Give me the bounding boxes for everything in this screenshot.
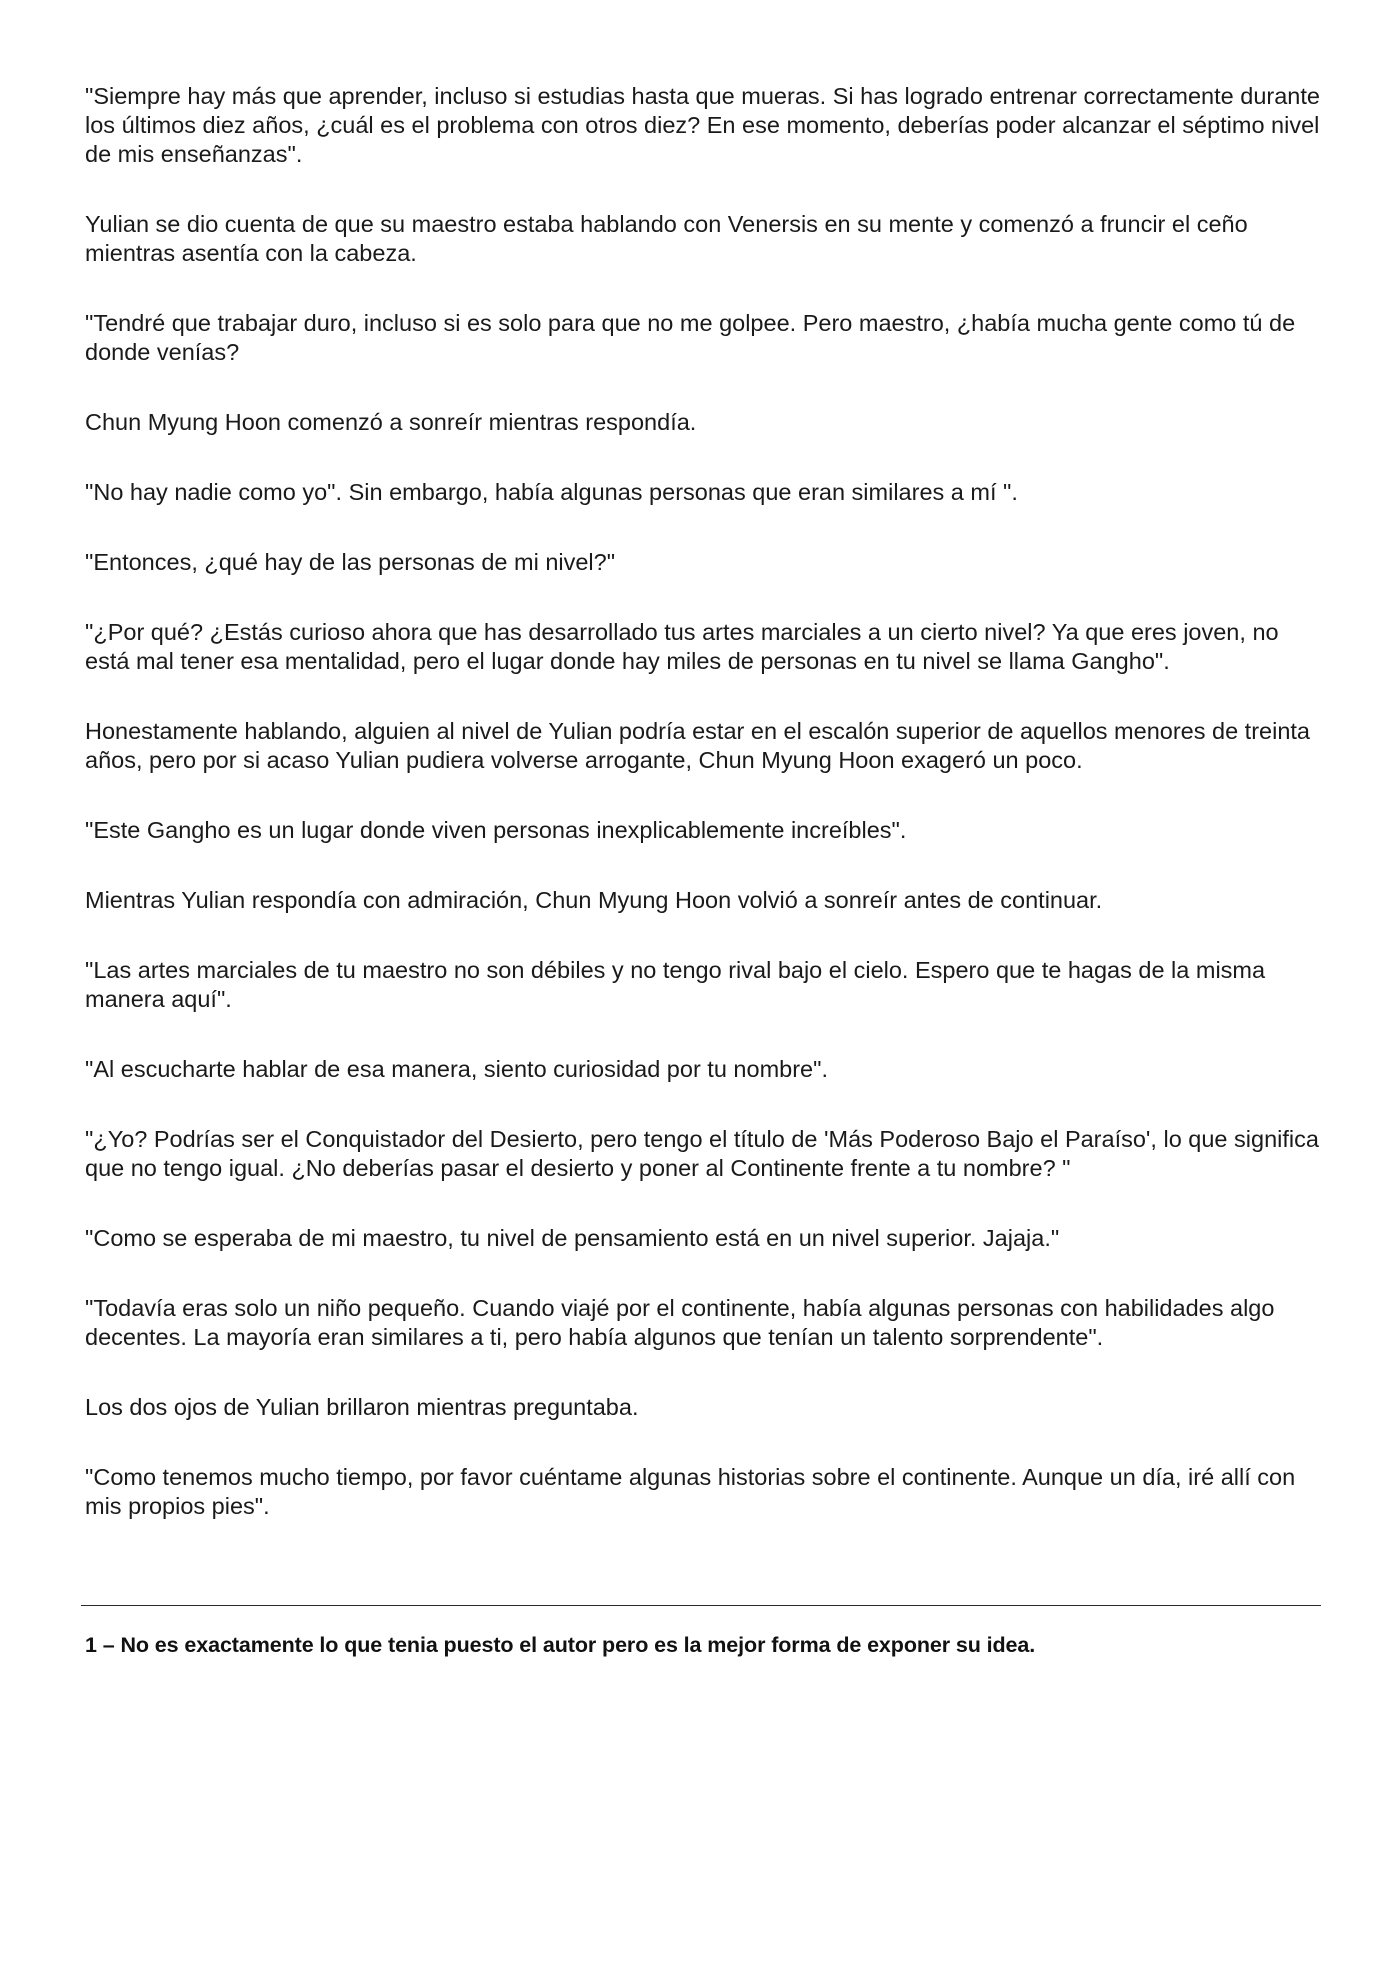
paragraph: "Al escucharte hablar de esa manera, siento curiosidad por tu nombre". xyxy=(85,1056,828,1082)
paragraph: "Las artes marciales de tu maestro no son débiles y no tengo rival bajo el cielo. Espero que te hagas de la misma manera aquí". xyxy=(85,957,1266,1012)
paragraph: Honestamente hablando, alguien al nivel de Yulian podría estar en el escalón superior de aquellos menores de treinta años, pero por si acaso Yulian pudiera volverse arrogante, Chun Myung Hoon exageró un poco. xyxy=(85,718,1310,773)
paragraph: "Este Gangho es un lugar donde viven personas inexplicablemente increíbles". xyxy=(85,817,907,843)
paragraph: Yulian se dio cuenta de que su maestro estaba hablando con Venersis en su mente y comenzó a fruncir el ceño mientras asentía con la cabeza. xyxy=(85,211,1248,266)
paragraph: Los dos ojos de Yulian brillaron mientras preguntaba. xyxy=(85,1394,639,1420)
paragraph: "¿Por qué? ¿Estás curioso ahora que has desarrollado tus artes marciales a un cierto nivel? Ya que eres joven, no está mal tener esa mentalidad, pero el lugar donde hay miles de personas en tu nivel se llama Gangho". xyxy=(85,619,1279,674)
paragraph: "Todavía eras solo un niño pequeño. Cuando viajé por el continente, había algunas personas con habilidades algo decentes. La mayoría eran similares a ti, pero había algunos que tenían un talento sorprendente". xyxy=(85,1295,1275,1350)
paragraph: "Tendré que trabajar duro, incluso si es solo para que no me golpee. Pero maestro, ¿había mucha gente como tú de donde venías? xyxy=(85,310,1296,365)
paragraph: "Como se esperaba de mi maestro, tu nivel de pensamiento está en un nivel superior. Jajaja." xyxy=(85,1225,1060,1251)
paragraph: "Siempre hay más que aprender, incluso si estudias hasta que mueras. Si has logrado entrenar correctamente durante los últimos diez años, ¿cuál es el problema con otros diez? En ese momento, deberías poder alcanzar el séptimo nivel de mis enseñanzas". xyxy=(85,83,1320,167)
footnote: 1 – No es exactamente lo que tenia puesto el autor pero es la mejor forma de exponer su idea. xyxy=(85,1633,1036,1657)
body-text xyxy=(85,82,1325,1562)
paragraph: Chun Myung Hoon comenzó a sonreír mientras respondía. xyxy=(85,409,697,435)
paragraph: "¿Yo? Podrías ser el Conquistador del Desierto, pero tengo el título de 'Más Poderoso Bajo el Paraíso', lo que significa que no tengo igual. ¿No deberías pasar el desierto y poner al Continente frente a tu nombre? " xyxy=(85,1126,1319,1181)
paragraph: Mientras Yulian respondía con admiración, Chun Myung Hoon volvió a sonreír antes de continuar. xyxy=(85,887,1103,913)
paragraph: "Entonces, ¿qué hay de las personas de mi nivel?" xyxy=(85,549,616,575)
footnote-divider xyxy=(81,1605,1321,1606)
paragraph: "Como tenemos mucho tiempo, por favor cuéntame algunas historias sobre el continente. Aunque un día, iré allí con mis propios pies". xyxy=(85,1464,1296,1519)
paragraph: "No hay nadie como yo". Sin embargo, había algunas personas que eran similares a mí ". xyxy=(85,479,1018,505)
